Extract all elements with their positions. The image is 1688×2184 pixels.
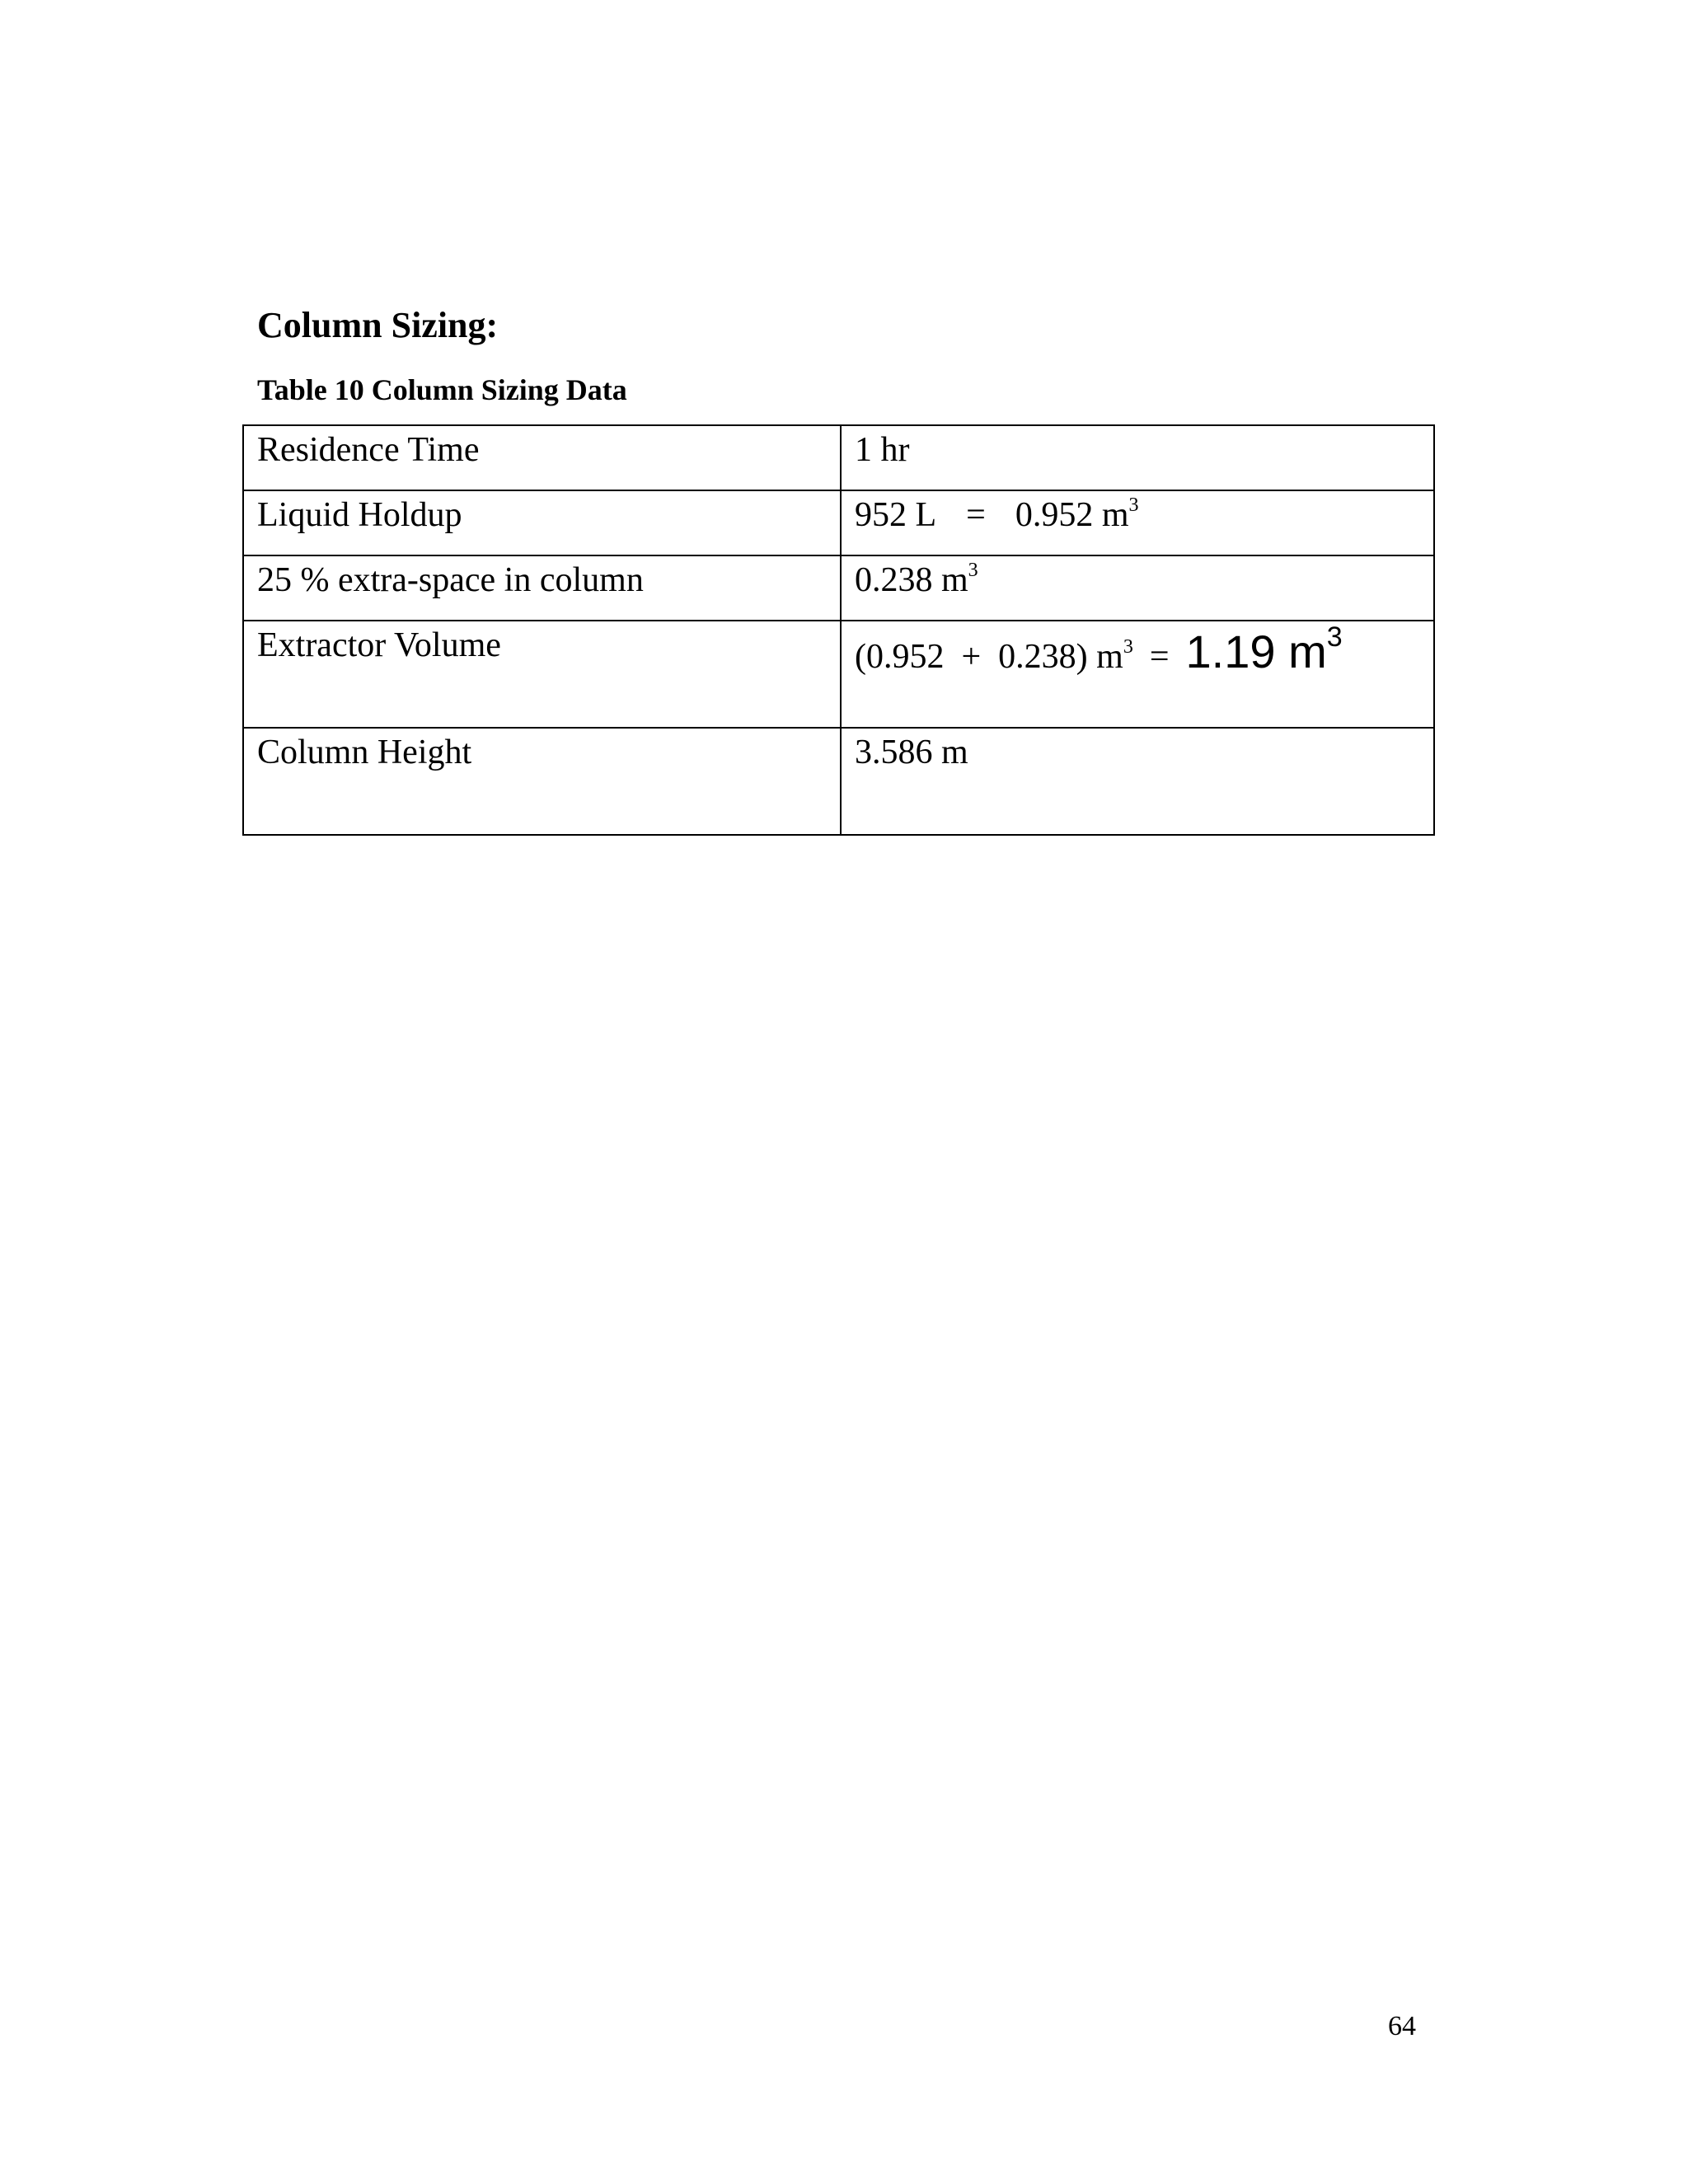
equals-sign: =: [1149, 638, 1170, 676]
equals-sign: =: [966, 496, 986, 534]
row-label: Residence Time: [243, 425, 841, 490]
row-label: Column Height: [243, 728, 841, 835]
table-caption: Table 10 Column Sizing Data: [257, 373, 627, 406]
value-left: 952 L: [855, 496, 937, 534]
row-label: 25 % extra-space in column: [243, 555, 841, 621]
superscript: 3: [968, 560, 978, 581]
value-right: 0.952 m: [1015, 496, 1129, 534]
table-row: [243, 728, 1434, 835]
row-label: Liquid Holdup: [243, 490, 841, 555]
row-value: 1 hr: [841, 425, 1434, 490]
superscript: 3: [1123, 636, 1133, 658]
page-number: 64: [1388, 2011, 1416, 2041]
table-row: [243, 621, 1434, 728]
row-label: Extractor Volume: [243, 621, 841, 728]
column-sizing-table: [242, 424, 1435, 836]
row-value: [841, 555, 1434, 621]
superscript: 3: [1326, 621, 1343, 653]
row-value: 3.586 m: [841, 728, 1434, 835]
result-value: 1.19 m: [1185, 626, 1327, 677]
section-heading: Column Sizing:: [257, 305, 499, 345]
table-row: [243, 555, 1434, 621]
row-value: [841, 621, 1434, 728]
expression: (0.952 + 0.238) m: [855, 638, 1123, 676]
table-row: [243, 425, 1434, 490]
superscript: 3: [1128, 494, 1139, 516]
row-value: [841, 490, 1434, 555]
table-row: [243, 490, 1434, 555]
value-text: 0.238 m: [855, 561, 968, 599]
